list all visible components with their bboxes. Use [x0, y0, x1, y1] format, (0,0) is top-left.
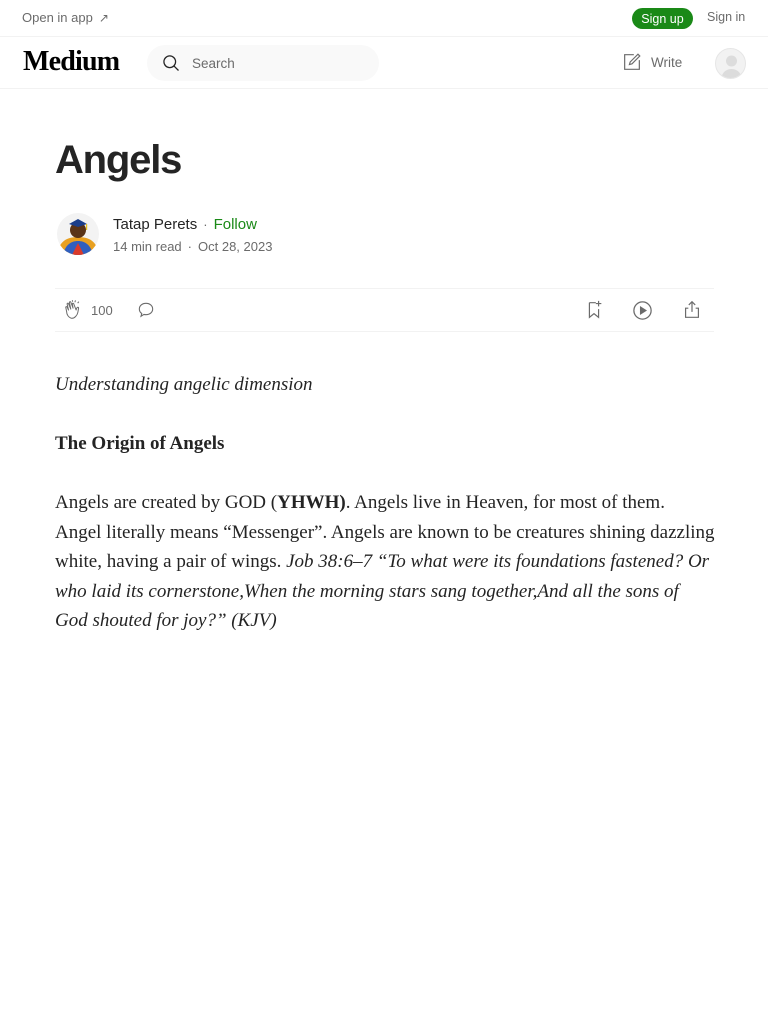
publish-date: Oct 28, 2023	[198, 239, 273, 254]
author-name[interactable]: Tatap Perets	[113, 216, 198, 233]
follow-button[interactable]: Follow	[213, 216, 257, 233]
user-avatar[interactable]	[715, 48, 746, 79]
external-arrow-icon: ↗	[98, 10, 109, 25]
response-icon[interactable]	[136, 300, 156, 320]
article-title: Angels	[55, 138, 182, 182]
author-line	[113, 216, 257, 233]
article-action-bar	[55, 288, 714, 332]
search-input[interactable]	[192, 45, 372, 81]
separator-dot: ·	[187, 239, 192, 254]
clap-button[interactable]	[63, 299, 113, 321]
paragraph-text-2: . Angels live in Heaven, for most of them. Angel literally means “Messenger”. Angels are known to be creatures shining dazzling white, having a pair of wings.	[55, 492, 715, 572]
separator-dot: ·	[203, 217, 208, 232]
clap-count: 100	[91, 302, 113, 318]
section-heading: The Origin of Angels	[55, 433, 225, 454]
open-in-app-label: Open in app	[22, 10, 93, 25]
sign-in-link[interactable]: Sign in	[707, 10, 746, 24]
write-label: Write	[651, 54, 683, 70]
write-button[interactable]	[621, 51, 682, 73]
play-icon[interactable]	[631, 299, 654, 322]
read-time: 14 min read	[113, 239, 182, 254]
sign-up-button[interactable]: Sign up	[632, 8, 693, 29]
search-box[interactable]	[147, 45, 379, 81]
paragraph-bold: YHWH	[277, 492, 340, 513]
article-meta	[113, 239, 272, 254]
author-photo	[57, 213, 99, 255]
article-subtitle: Understanding angelic dimension	[55, 374, 313, 395]
medium-logo[interactable]: Medium	[23, 46, 120, 77]
bookmark-icon[interactable]	[583, 299, 605, 321]
open-in-app-link[interactable]	[22, 10, 109, 25]
top-banner	[0, 0, 768, 37]
write-icon	[621, 51, 643, 73]
search-icon	[161, 53, 181, 73]
share-icon[interactable]	[681, 299, 703, 321]
author-avatar[interactable]	[57, 213, 99, 255]
user-silhouette-icon	[716, 49, 746, 79]
clap-icon	[63, 299, 85, 321]
paragraph-text-1: Angels are created by GOD (	[55, 492, 278, 513]
paragraph-bold-close: )	[339, 492, 346, 513]
nav-bar	[0, 37, 768, 89]
paragraph-quote: Job 38:6–7 “To what were its foundations fastened? Or who laid its cornerstone,When the morning stars sang together,And all the sons of God shouted for joy?” (KJV)	[55, 551, 710, 631]
article-paragraph	[55, 488, 715, 636]
